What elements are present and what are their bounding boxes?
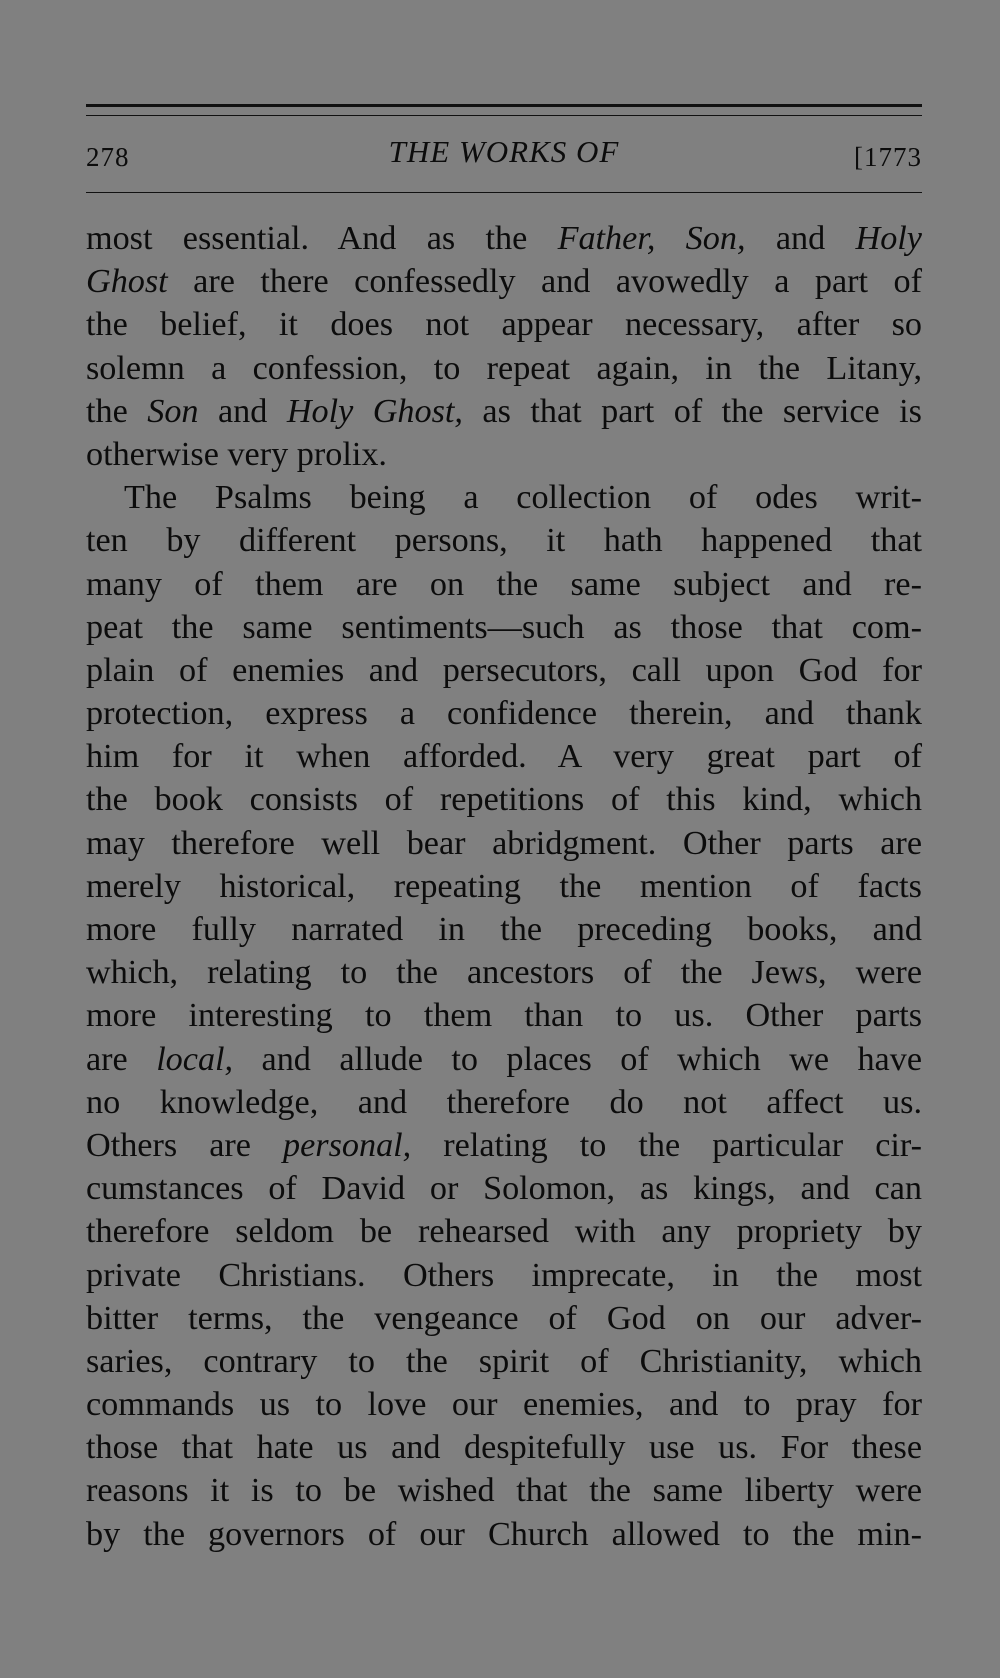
text-line bbox=[86, 1469, 922, 1512]
text-line bbox=[86, 1426, 922, 1469]
text-segment: the bbox=[86, 392, 148, 430]
text-segment: private Christians. Others imprecate, in the most bbox=[86, 1256, 922, 1294]
italic-text: Holy bbox=[855, 220, 922, 257]
text-line bbox=[86, 1124, 922, 1167]
text-segment: the book consists of repetitions of this kind, which bbox=[86, 781, 922, 819]
body-text bbox=[86, 217, 922, 1556]
page-number: 278 bbox=[86, 142, 130, 172]
text-segment: as that part of the service is bbox=[462, 392, 922, 430]
text-segment: by the governors of our Church allowed to the min- bbox=[86, 1515, 922, 1553]
text-line bbox=[86, 1254, 922, 1297]
text-segment: more fully narrated in the preceding books, and bbox=[86, 911, 922, 948]
text-line bbox=[86, 390, 922, 433]
text-segment: cumstances of David or Solomon, as kings, and can bbox=[86, 1170, 922, 1208]
text-line bbox=[86, 260, 922, 303]
text-segment: merely historical, repeating the mention of facts bbox=[86, 867, 922, 905]
text-segment: bitter terms, the vengeance of God on our adver- bbox=[86, 1299, 922, 1337]
text-line bbox=[86, 735, 922, 778]
text-segment: relating to the particular cir- bbox=[411, 1126, 922, 1164]
text-segment: commands us to love our enemies, and to pray for bbox=[86, 1386, 922, 1424]
text-segment: Others are bbox=[86, 1126, 283, 1164]
text-line bbox=[86, 563, 922, 606]
italic-text: Ghost bbox=[86, 263, 168, 301]
text-line bbox=[86, 692, 922, 735]
text-segment: are bbox=[86, 1040, 157, 1078]
text-segment: are there confessedly and avowedly a part of bbox=[167, 263, 922, 301]
text-segment: protection, express a confidence therein, and thank bbox=[86, 695, 922, 733]
text-line bbox=[86, 908, 922, 951]
italic-text: Holy Ghost, bbox=[286, 392, 463, 430]
text-segment: the belief, it does not appear necessary, after so bbox=[86, 306, 922, 344]
text-segment: The Psalms being a collection of odes writ- bbox=[124, 479, 922, 517]
italic-text: Father, Son, bbox=[557, 220, 746, 257]
text-segment: and allude to places of which we have bbox=[233, 1040, 922, 1078]
running-year: [1773 bbox=[854, 142, 922, 172]
text-line bbox=[86, 822, 922, 865]
text-line bbox=[86, 1297, 922, 1340]
running-head bbox=[86, 134, 922, 184]
text-segment: otherwise very prolix. bbox=[86, 435, 387, 473]
header-rule bbox=[86, 192, 922, 193]
italic-text: personal, bbox=[283, 1126, 412, 1164]
text-line bbox=[86, 303, 922, 346]
text-line bbox=[86, 606, 922, 649]
text-segment: peat the same sentiments—such as those that com- bbox=[86, 608, 922, 646]
text-segment: solemn a confession, to repeat again, in the Litany, bbox=[86, 349, 922, 387]
text-line bbox=[86, 476, 922, 519]
text-line bbox=[86, 994, 922, 1037]
text-line bbox=[86, 1081, 922, 1124]
text-line bbox=[86, 217, 922, 260]
text-segment: may therefore well bear abridgment. Other parts are bbox=[86, 824, 922, 862]
text-segment: reasons it is to be wished that the same liberty were bbox=[86, 1472, 922, 1510]
text-line bbox=[86, 519, 922, 562]
text-line bbox=[86, 951, 922, 994]
text-line bbox=[86, 347, 922, 390]
text-segment: him for it when afforded. A very great part of bbox=[86, 738, 922, 776]
text-segment: and bbox=[745, 220, 856, 257]
text-segment: saries, contrary to the spirit of Christianity, which bbox=[86, 1342, 922, 1380]
text-segment: ten by different persons, it hath happened that bbox=[86, 522, 922, 560]
text-line bbox=[86, 1340, 922, 1383]
book-page bbox=[86, 104, 922, 1556]
text-line bbox=[86, 1038, 922, 1081]
text-segment: which, relating to the ancestors of the Jews, were bbox=[86, 954, 922, 992]
text-segment: therefore seldom be rehearsed with any propriety by bbox=[86, 1213, 922, 1251]
text-segment: most essential. And as the bbox=[86, 220, 558, 257]
text-segment: no knowledge, and therefore do not affect us. bbox=[86, 1083, 922, 1121]
text-segment: plain of enemies and persecutors, call upon God for bbox=[86, 651, 922, 689]
text-segment: many of them are on the same subject and re- bbox=[86, 565, 922, 603]
italic-text: Son bbox=[147, 392, 199, 430]
text-segment: those that hate us and despitefully use us. For these bbox=[86, 1429, 922, 1467]
running-title: THE WORKS OF bbox=[388, 134, 620, 169]
text-line bbox=[86, 649, 922, 692]
italic-text: local, bbox=[156, 1040, 234, 1078]
text-line bbox=[86, 1513, 922, 1556]
text-line bbox=[86, 865, 922, 908]
header-double-rule bbox=[86, 104, 922, 116]
text-segment: and bbox=[198, 392, 287, 430]
text-line bbox=[86, 433, 922, 476]
text-segment: more interesting to them than to us. Other parts bbox=[86, 997, 922, 1035]
text-line bbox=[86, 1383, 922, 1426]
text-line bbox=[86, 1210, 922, 1253]
text-line bbox=[86, 778, 922, 821]
text-line bbox=[86, 1167, 922, 1210]
